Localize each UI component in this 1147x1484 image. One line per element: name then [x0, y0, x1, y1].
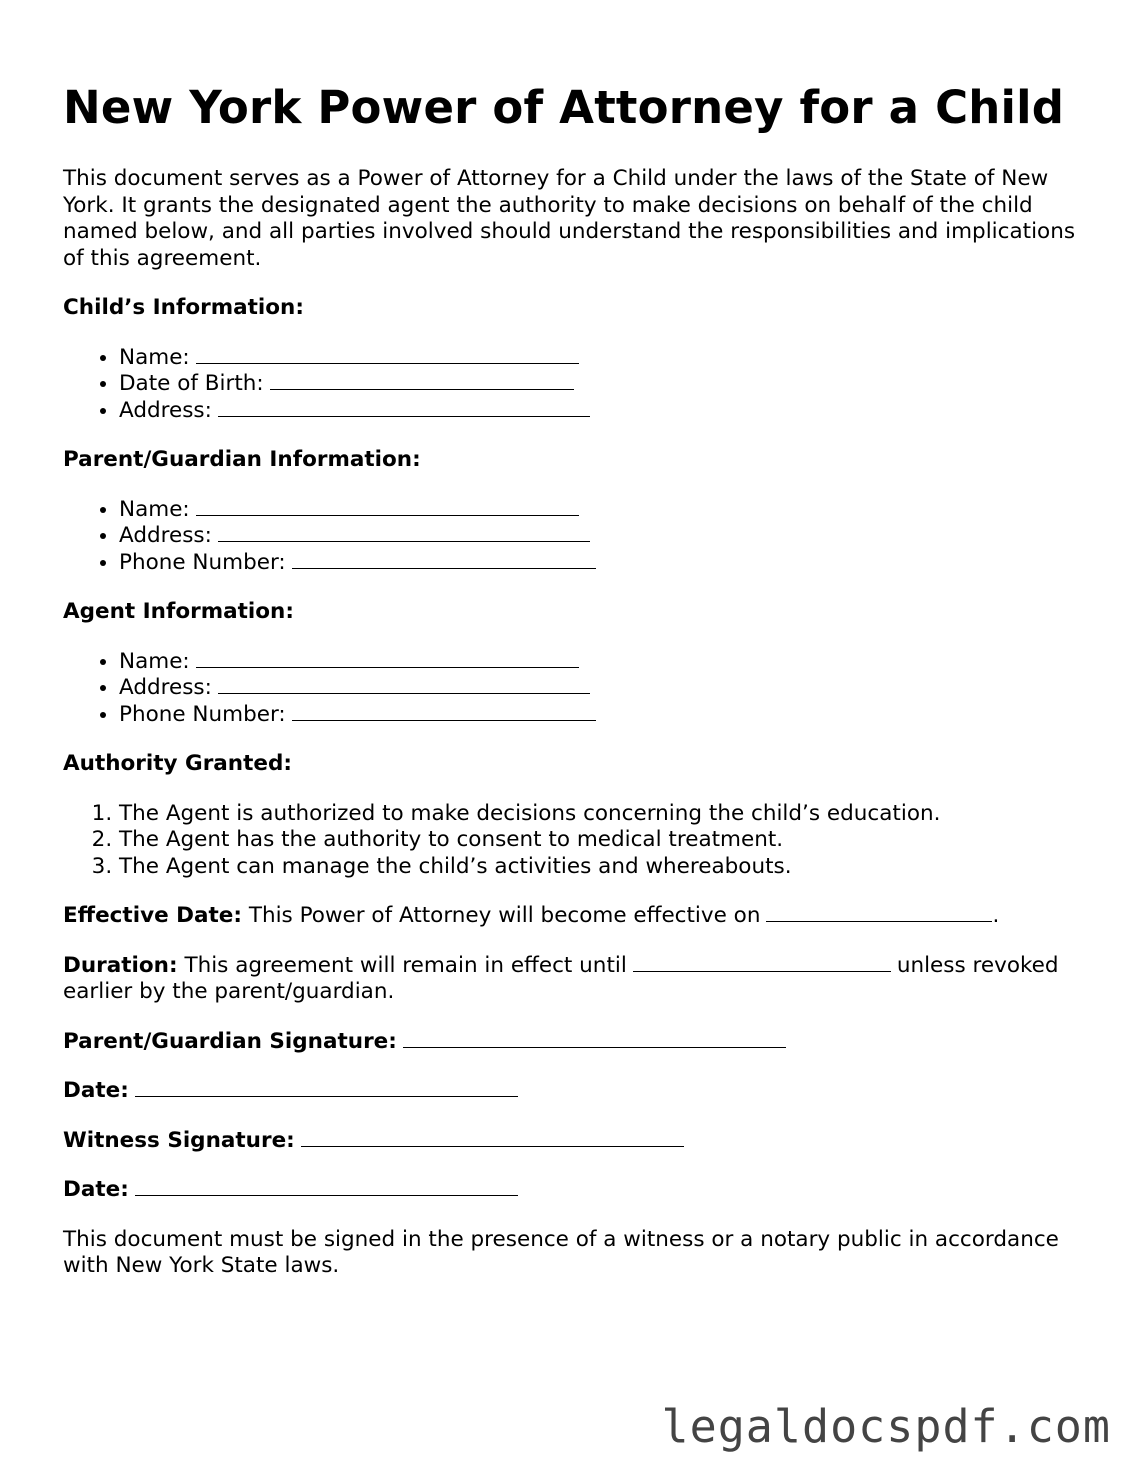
witness-signature-label: Witness Signature:: [63, 1127, 295, 1153]
agent-phone-blank[interactable]: [292, 702, 596, 721]
child-info-heading: Child’s Information:: [63, 295, 304, 320]
duration-blank[interactable]: [633, 953, 891, 972]
agent-info-heading: Agent Information:: [63, 599, 294, 624]
child-address-label: Address:: [119, 397, 212, 423]
effective-date-label: Effective Date:: [63, 903, 242, 928]
duration-label: Duration:: [63, 952, 178, 978]
duration-paragraph: [63, 953, 1083, 1006]
date-label-2: Date:: [63, 1177, 129, 1202]
agent-address-blank[interactable]: [218, 675, 590, 694]
agent-address-label: Address:: [119, 675, 212, 700]
parent-phone-blank[interactable]: [292, 550, 596, 569]
agent-info-list: [63, 649, 1083, 729]
agent-name-blank[interactable]: [196, 649, 579, 668]
agent-address-item: [119, 675, 1083, 702]
authority-item: 2. The Agent has the authority to consent to medical treatment.: [119, 827, 1083, 854]
date-blank-1[interactable]: [135, 1078, 518, 1097]
parent-phone-label: Phone Number:: [119, 549, 286, 575]
agent-phone-item: [119, 702, 1083, 729]
effective-date-paragraph: [63, 903, 1083, 930]
witness-signature-line: [63, 1128, 1083, 1155]
duration-text-after: unless revoked earlier by the parent/guardian.: [63, 952, 1059, 1004]
authority-list: [63, 801, 1083, 881]
intro-paragraph: This document serves as a Power of Attorney for a Child under the laws of the State of New York. It grants the designated agent the authority to make decisions on behalf of the child named below, and all parties involved should understand the responsibilities and implications of this agreement.: [63, 166, 1076, 271]
agent-phone-label: Phone Number:: [119, 701, 286, 727]
document-title: New York Power of Attorney for a Child: [63, 81, 1065, 134]
parent-name-item: [119, 497, 1083, 524]
parent-address-label: Address:: [119, 523, 212, 548]
child-dob-item: [119, 371, 1083, 398]
effective-date-end: .: [992, 903, 1000, 928]
parent-signature-label: Parent/Guardian Signature:: [63, 1028, 397, 1054]
child-info-list: [63, 345, 1083, 425]
parent-address-blank[interactable]: [218, 523, 590, 542]
date-blank-2[interactable]: [135, 1177, 518, 1196]
date-label-1: Date:: [63, 1078, 129, 1103]
agent-name-label: Name:: [119, 648, 190, 674]
effective-date-text: This Power of Attorney will become effective on: [248, 903, 761, 928]
parent-name-blank[interactable]: [196, 497, 579, 516]
parent-address-item: [119, 523, 1083, 550]
date-line-1: [63, 1078, 1083, 1105]
parent-info-heading: Parent/Guardian Information:: [63, 447, 421, 472]
parent-signature-line: [63, 1029, 1083, 1056]
authority-heading: Authority Granted:: [63, 751, 292, 776]
date-line-2: [63, 1177, 1083, 1204]
child-name-blank[interactable]: [196, 345, 579, 364]
child-name-item: [119, 345, 1083, 372]
effective-date-blank[interactable]: [766, 903, 992, 922]
duration-text: This agreement will remain in effect until: [184, 952, 627, 978]
parent-phone-item: [119, 550, 1083, 577]
agent-name-item: [119, 649, 1083, 676]
child-name-label: Name:: [119, 344, 190, 370]
closing-paragraph: This document must be signed in the presence of a witness or a notary public in accordance with New York State laws.: [63, 1226, 1059, 1278]
authority-item: 3. The Agent can manage the child’s activities and whereabouts.: [119, 854, 1083, 881]
authority-item: 1. The Agent is authorized to make decisions concerning the child’s education.: [119, 801, 1083, 828]
watermark-logo: legaldocspdf.com: [661, 1400, 1111, 1453]
parent-signature-blank[interactable]: [403, 1029, 786, 1048]
child-dob-blank[interactable]: [270, 371, 574, 390]
child-address-item: [119, 398, 1083, 425]
child-address-blank[interactable]: [218, 398, 590, 417]
parent-name-label: Name:: [119, 496, 190, 522]
parent-info-list: [63, 497, 1083, 577]
child-dob-label: Date of Birth:: [119, 371, 264, 396]
document-page: [63, 78, 1083, 1303]
witness-signature-blank[interactable]: [301, 1128, 684, 1147]
